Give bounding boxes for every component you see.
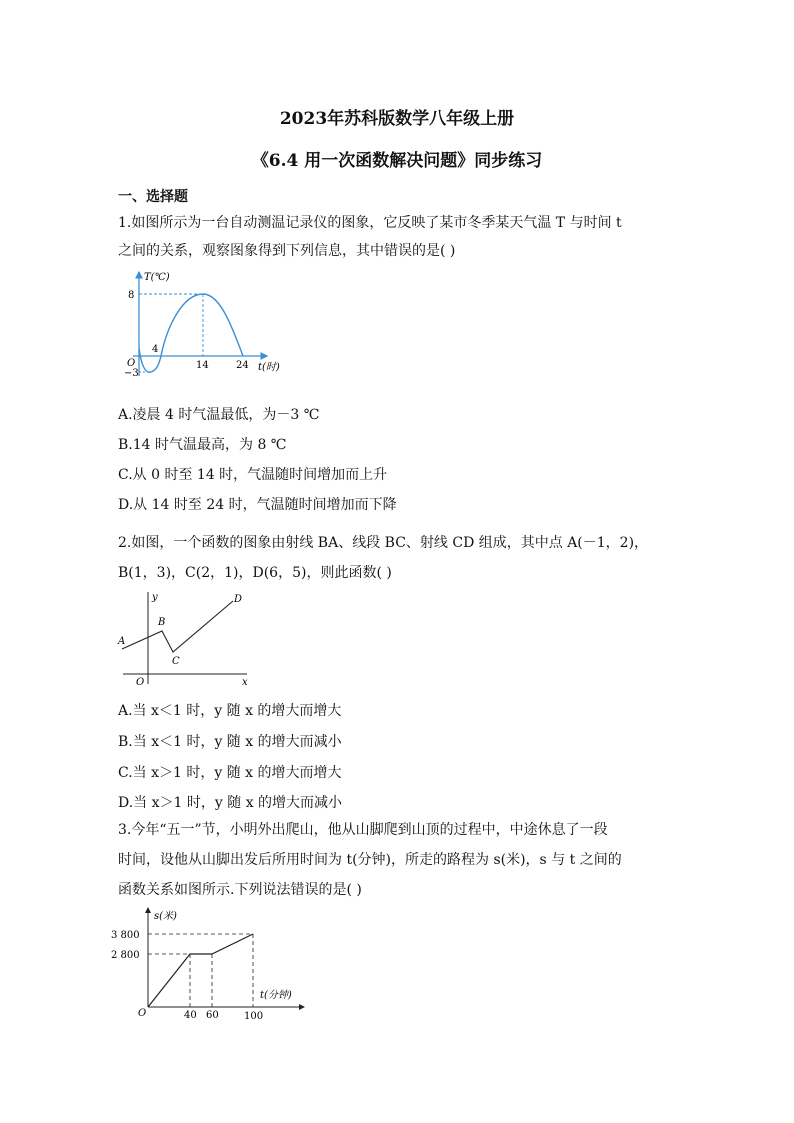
- q1-option-a: A.凌晨 4 时气温最低，为－3 ℃: [118, 407, 320, 423]
- q2-label-x: x: [242, 677, 248, 688]
- q3-stem-line2: 时间，设他从山脚出发后所用时间为 t(分钟)，所走的路程为 s(米)，s 与 t 之间的: [118, 852, 622, 868]
- q1-tick-x-4: 4: [152, 344, 159, 355]
- q3-distance-polyline: [148, 934, 253, 1007]
- q1-tick-y-8: 8: [128, 290, 135, 301]
- q3-tick-x-40: 40: [184, 1010, 197, 1021]
- q3-stem-line1: 3.今年“五一”节，小明外出爬山，他从山脚爬到山顶的过程中，中途休息了一段: [118, 822, 608, 838]
- q2-label-c: C: [172, 656, 180, 667]
- q3-stem-line3: 函数关系如图所示.下列说法错误的是( ): [118, 882, 362, 898]
- q3-tick-y-3800: 3 800: [111, 930, 140, 941]
- q2-label-a: A: [118, 636, 126, 647]
- paper-subtitle: 《6.4 用一次函数解决问题》同步练习: [251, 151, 543, 171]
- q2-stem-line1: 2.如图，一个函数的图象由射线 BA、线段 BC、射线 CD 组成，其中点 A(－1，2)，: [118, 535, 649, 551]
- q2-label-y: y: [152, 592, 158, 603]
- q2-label-o: O: [136, 677, 145, 688]
- q1-option-d: D.从 14 时至 24 时，气温随时间增加而下降: [118, 497, 397, 513]
- q1-tick-x-24: 24: [236, 360, 249, 371]
- q2-option-c: C.当 x＞1 时，y 随 x 的增大而增大: [118, 765, 342, 781]
- q2-label-d: D: [234, 594, 243, 605]
- q3-tick-y-2800: 2 800: [111, 950, 140, 961]
- q3-origin-label: O: [138, 1008, 147, 1019]
- q1-temperature-graph: [115, 268, 295, 388]
- q2-label-b: B: [158, 617, 166, 628]
- q2-function-polyline: [122, 601, 233, 652]
- q1-ylabel: T(℃): [144, 272, 170, 283]
- q3-tick-x-100: 100: [244, 1011, 264, 1022]
- q2-stem-line2: B(1，3)，C(2，1)，D(6，5)，则此函数( ): [118, 565, 392, 581]
- q1-tick-y-neg3: −3: [124, 368, 139, 379]
- q3-ylabel: s(米): [154, 911, 177, 922]
- q1-stem-line2: 之间的关系，观察图象得到下列信息，其中错误的是( ): [118, 243, 456, 259]
- q1-option-b: B.14 时气温最高，为 8 ℃: [118, 437, 287, 453]
- section-heading: 一、选择题: [118, 189, 188, 205]
- q2-option-a: A.当 x＜1 时，y 随 x 的增大而增大: [118, 703, 342, 719]
- q3-tick-x-60: 60: [206, 1010, 219, 1021]
- q1-option-c: C.从 0 时至 14 时，气温随时间增加而上升: [118, 467, 388, 483]
- q2-option-b: B.当 x＜1 时，y 随 x 的增大而减小: [118, 734, 342, 750]
- paper-title: 2023年苏科版数学八年级上册: [279, 109, 515, 129]
- q2-option-d: D.当 x＞1 时，y 随 x 的增大而减小: [118, 795, 343, 811]
- q1-origin-label: O: [127, 358, 136, 369]
- q3-distance-graph: [108, 906, 308, 1026]
- q3-xlabel: t(分钟): [260, 990, 292, 1001]
- q1-tick-x-14: 14: [196, 360, 209, 371]
- q1-stem-line1: 1.如图所示为一台自动测温记录仪的图象，它反映了某市冬季某天气温 T 与时间 t: [118, 215, 622, 231]
- q1-temperature-curve: [139, 294, 243, 372]
- q1-xlabel: t(时): [258, 362, 280, 373]
- q2-function-graph: [115, 588, 255, 688]
